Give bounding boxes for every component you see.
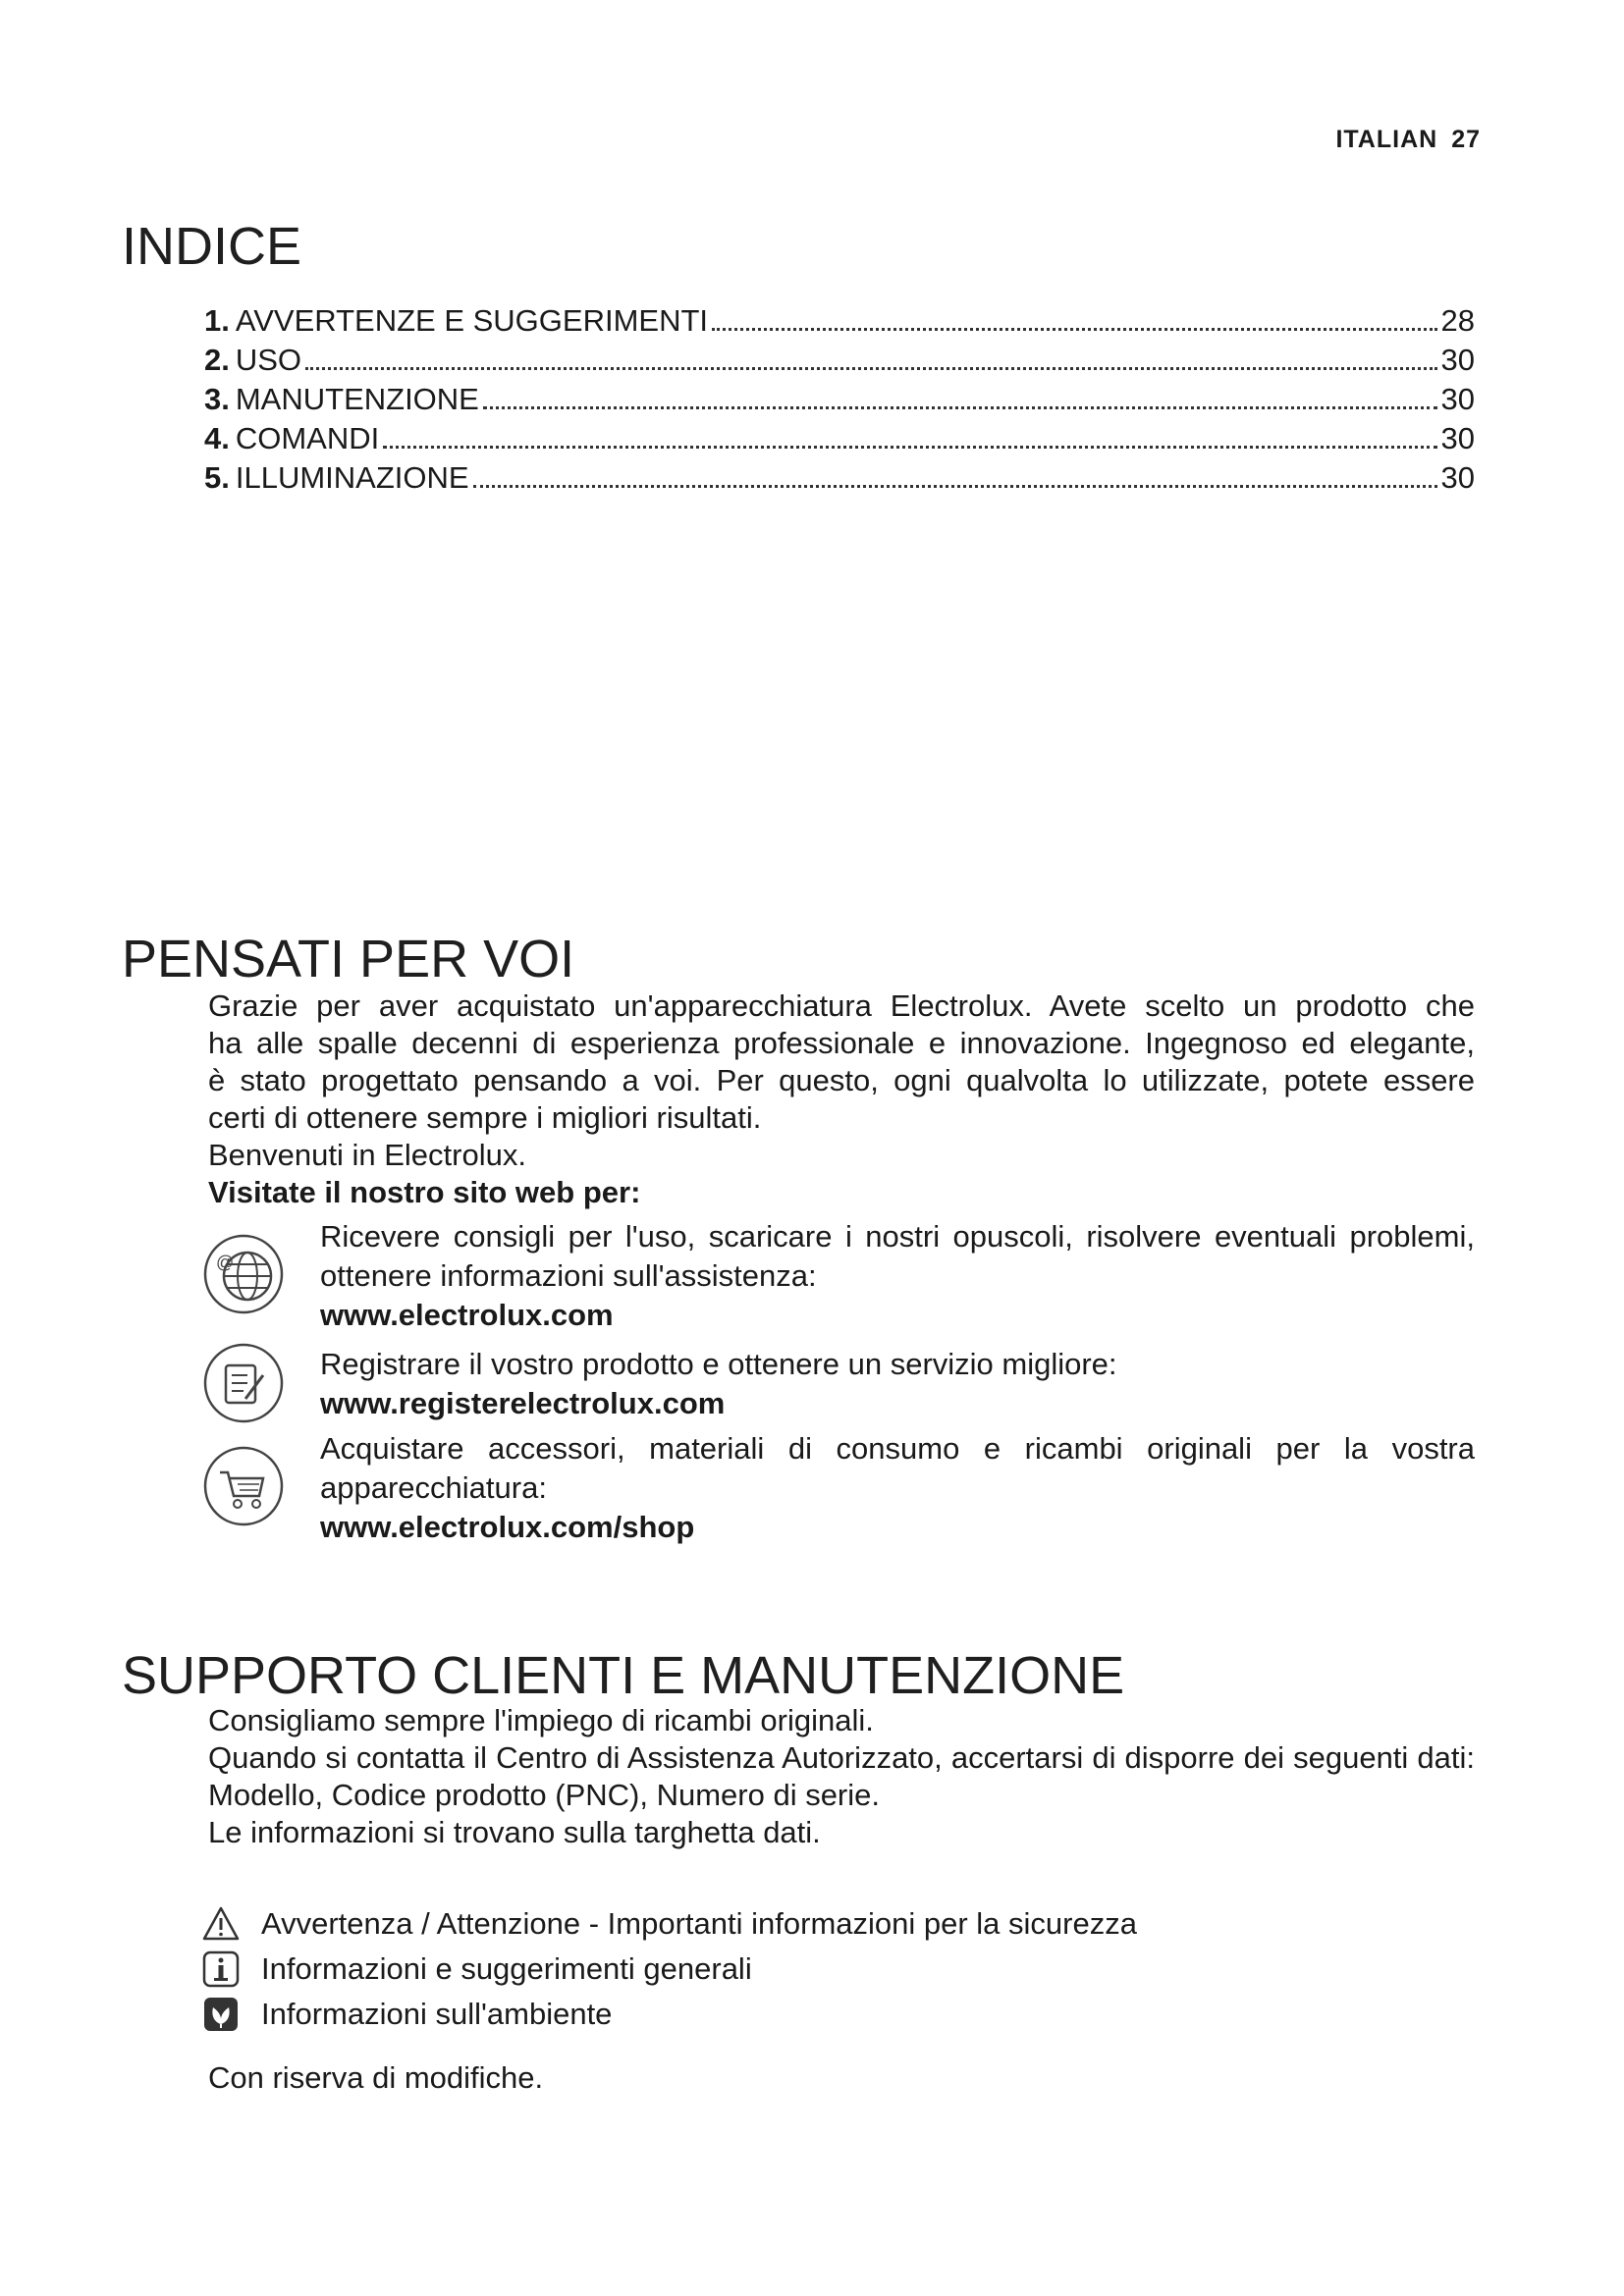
- toc-item[interactable]: [204, 303, 1475, 343]
- intro-line: certi di ottenere sempre i migliori risultati.: [208, 1100, 762, 1135]
- toc-item-number: 1.: [204, 303, 230, 338]
- welcome-text: Benvenuti in Electrolux.: [208, 1138, 526, 1172]
- toc-leader: [483, 406, 1437, 409]
- symbol-info: [202, 1948, 752, 1991]
- visit-heading: Visitate il nostro sito web per:: [208, 1175, 641, 1209]
- footer-note: Con riserva di modifiche.: [208, 2060, 544, 2095]
- toc-item-label: AVVERTENZE E SUGGERIMENTI: [235, 303, 709, 338]
- intro-paragraph: [208, 988, 1475, 1211]
- support-p3: Le informazioni si trovano sulla targhetta dati.: [208, 1815, 821, 1849]
- toc-leader: [305, 367, 1436, 370]
- toc-item[interactable]: [204, 343, 1475, 382]
- warning-icon: [202, 1905, 240, 1943]
- toc-leader: [712, 328, 1437, 331]
- intro-line: ha alle spalle decenni di esperienza professionale e innovazione. Ingegnoso ed elegante,: [208, 1026, 1475, 1060]
- cart-icon: [202, 1445, 285, 1527]
- page-header: [1335, 126, 1481, 154]
- toc-item-label: USO: [235, 343, 302, 377]
- table-of-contents: [204, 303, 1475, 500]
- toc-item-label: MANUTENZIONE: [235, 382, 479, 416]
- info-icon: [202, 1950, 240, 1988]
- toc-item-number: 2.: [204, 343, 230, 377]
- toc-item-number: 3.: [204, 382, 230, 416]
- toc-item-number: 4.: [204, 421, 230, 455]
- svg-text:@: @: [216, 1253, 235, 1272]
- toc-item-page: 28: [1440, 303, 1475, 338]
- toc-item-page: 30: [1440, 421, 1475, 455]
- toc-item-number: 5.: [204, 460, 230, 495]
- support-text: [208, 1702, 1475, 1851]
- page-number: 27: [1451, 126, 1481, 153]
- toc-item[interactable]: [204, 460, 1475, 500]
- symbol-text: Avvertenza / Attenzione - Importanti informazioni per la sicurezza: [261, 1906, 1137, 1941]
- symbol-text: Informazioni e suggerimenti generali: [261, 1951, 752, 1986]
- toc-item-label: ILLUMINAZIONE: [235, 460, 469, 495]
- web-item-support: [320, 1217, 1475, 1335]
- header-language: ITALIAN: [1335, 126, 1438, 153]
- pensati-title: PENSATI PER VOI: [122, 930, 575, 988]
- toc-item-page: 30: [1440, 460, 1475, 495]
- toc-leader: [473, 485, 1437, 488]
- web-item-text: Registrare il vostro prodotto e ottenere un servizio migliore:: [320, 1347, 1117, 1381]
- web-item-text: Ricevere consigli per l'uso, scaricare i nostri opuscoli, risolvere eventuali problemi, ottenere informazioni sull'assistenza:: [320, 1219, 1475, 1293]
- electrolux-link[interactable]: www.electrolux.com: [320, 1298, 614, 1332]
- intro-line: è stato progettato pensando a voi. Per questo, ogni qualvolta lo utilizzate, potete essere: [208, 1063, 1475, 1097]
- toc-leader: [383, 446, 1436, 449]
- web-item-text: Acquistare accessori, materiali di consumo e ricambi originali per la vostra apparecchiatura:: [320, 1431, 1475, 1505]
- shop-link[interactable]: www.electrolux.com/shop: [320, 1510, 695, 1544]
- symbol-warning: [202, 1902, 1137, 1946]
- indice-title: INDICE: [122, 217, 302, 276]
- support-p1: Consigliamo sempre l'impiego di ricambi originali.: [208, 1703, 874, 1737]
- intro-line: Grazie per aver acquistato un'apparecchiatura Electrolux. Avete scelto un prodotto che: [208, 988, 1475, 1023]
- toc-item-page: 30: [1440, 382, 1475, 416]
- symbol-environment: [202, 1993, 612, 2036]
- toc-item[interactable]: [204, 421, 1475, 460]
- toc-item-page: 30: [1440, 343, 1475, 377]
- environment-icon: [202, 1996, 240, 2033]
- register-link[interactable]: www.registerelectrolux.com: [320, 1386, 726, 1420]
- supporto-title: SUPPORTO CLIENTI E MANUTENZIONE: [122, 1646, 1125, 1705]
- web-item-shop: [320, 1429, 1475, 1547]
- web-item-register: [320, 1345, 1475, 1423]
- globe-icon: [202, 1233, 285, 1315]
- toc-item-label: COMANDI: [235, 421, 380, 455]
- support-p2: Quando si contatta il Centro di Assistenza Autorizzato, accertarsi di disporre dei seguenti dati: Modello, Codice prodotto (PNC), Numero di serie.: [208, 1740, 1475, 1812]
- symbol-text: Informazioni sull'ambiente: [261, 1997, 613, 2031]
- toc-item[interactable]: [204, 382, 1475, 421]
- register-icon: [202, 1342, 285, 1424]
